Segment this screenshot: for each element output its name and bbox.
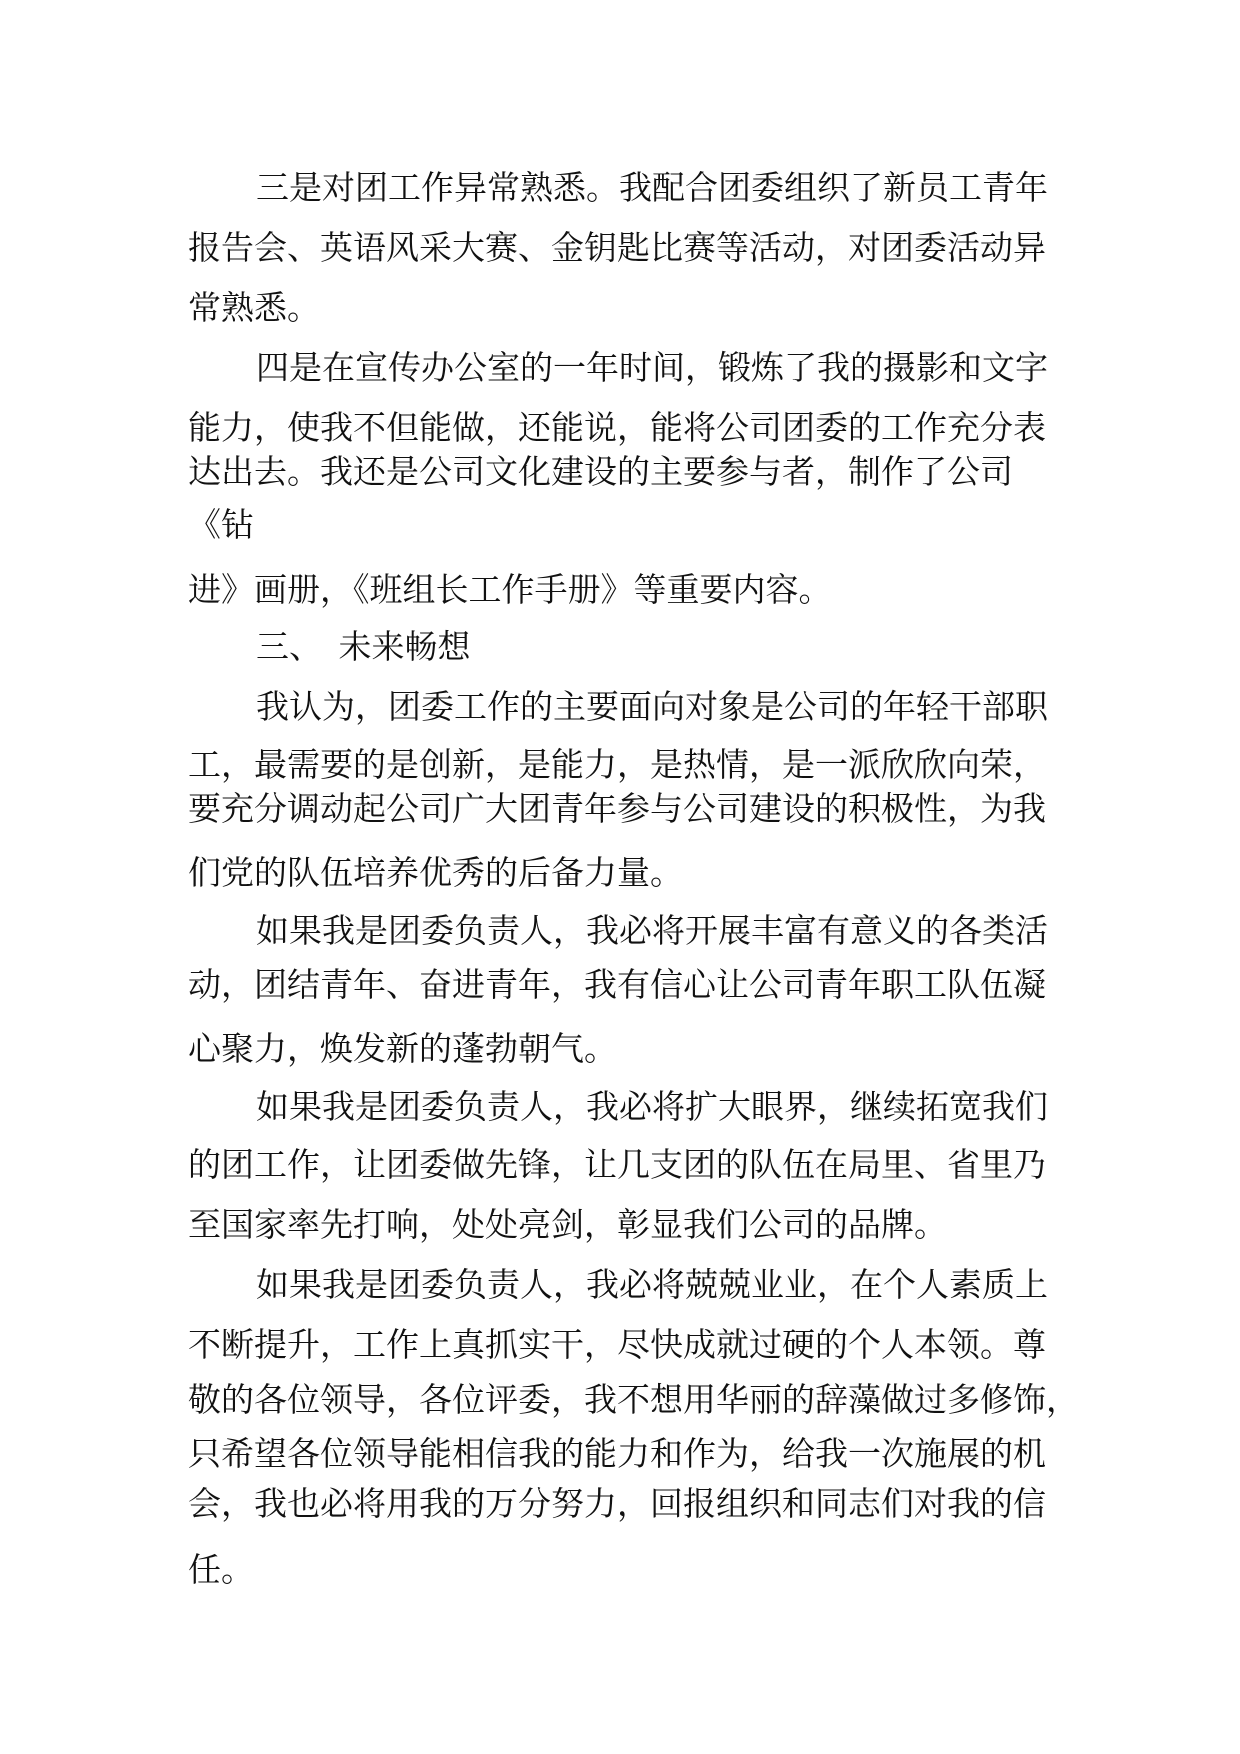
text-line: 我认为，团委工作的主要面向对象是公司的年轻干部职	[256, 687, 1048, 726]
text-line: 至国家率先打响，处处亮剑，彰显我们公司的品牌。	[188, 1205, 947, 1244]
text-line: 敬的各位领导，各位评委，我不想用华丽的辞藻做过多修饰，	[188, 1380, 1079, 1419]
text-line: 不断提升，工作上真抓实干，尽快成就过硬的个人本领。尊	[188, 1325, 1046, 1364]
text-line: 报告会、英语风采大赛、金钥匙比赛等活动，对团委活动异	[188, 228, 1046, 267]
section-heading: 三、 未来畅想	[256, 627, 471, 666]
text-line: 如果我是团委负责人，我必将开展丰富有意义的各类活	[256, 911, 1048, 950]
text-line: 只希望各位领导能相信我的能力和作为，给我一次施展的机	[188, 1434, 1046, 1473]
text-line: 任。	[188, 1550, 254, 1589]
text-line: 如果我是团委负责人，我必将扩大眼界，继续拓宽我们	[256, 1087, 1048, 1126]
text-line: 达出去。我还是公司文化建设的主要参与者，制作了公司	[188, 452, 1013, 491]
text-line: 们党的队伍培养优秀的后备力量。	[188, 853, 683, 892]
text-line: 的团工作，让团委做先锋，让几支团的队伍在局里、省里乃	[188, 1145, 1046, 1184]
text-line: 动，团结青年、奋进青年，我有信心让公司青年职工队伍凝	[188, 965, 1046, 1004]
text-line: 进》画册，《班组长工作手册》等重要内容。	[188, 570, 832, 609]
text-line: 工，最需要的是创新，是能力，是热情，是一派欣欣向荣，	[188, 745, 1046, 784]
text-line: 如果我是团委负责人，我必将兢兢业业，在个人素质上	[256, 1265, 1048, 1304]
text-line: 三是对团工作异常熟悉。我配合团委组织了新员工青年	[256, 168, 1048, 207]
text-line: 常熟悉。	[188, 288, 320, 327]
text-line: 能力，使我不但能做，还能说，能将公司团委的工作充分表	[188, 408, 1046, 447]
text-line: 四是在宣传办公室的一年时间，锻炼了我的摄影和文字	[256, 348, 1048, 387]
text-line: 《钻	[188, 505, 254, 544]
text-line: 会，我也必将用我的万分努力，回报组织和同志们对我的信	[188, 1484, 1046, 1523]
text-line: 心聚力，焕发新的蓬勃朝气。	[188, 1029, 617, 1068]
text-line: 要充分调动起公司广大团青年参与公司建设的积极性，为我	[188, 789, 1046, 828]
